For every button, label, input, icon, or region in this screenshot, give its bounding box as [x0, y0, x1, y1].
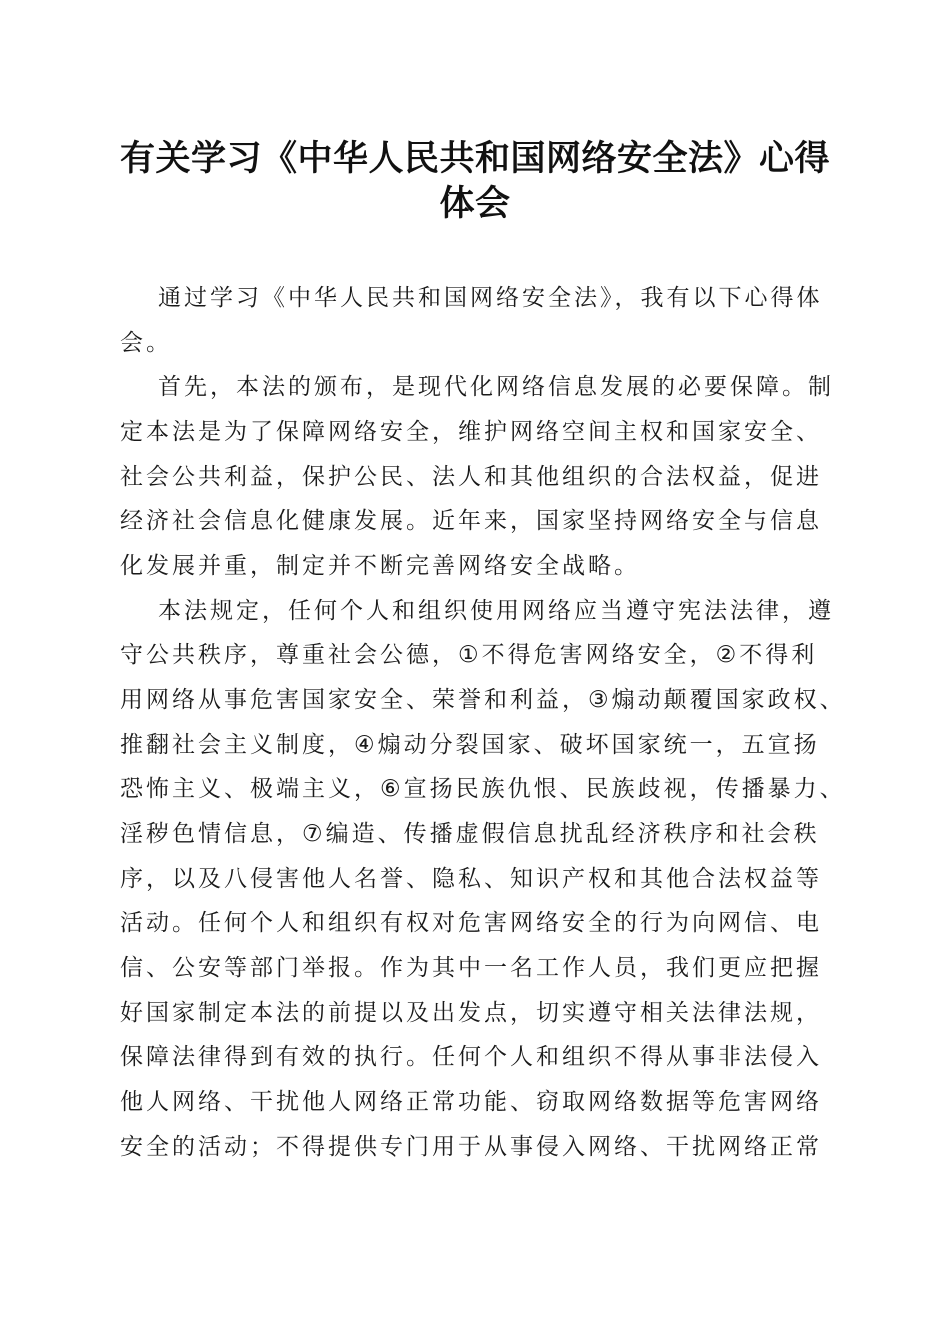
body-line: 推翻社会主义制度，④煽动分裂国家、破坏国家统一，五宣扬 [120, 732, 820, 758]
body-line: 化发展并重，制定并不断完善网络安全战略。 [120, 553, 640, 579]
body-line: 序，以及八侵害他人名誉、隐私、知识产权和其他合法权益等 [120, 866, 822, 892]
body-line: 经济社会信息化健康发展。近年来，国家坚持网络安全与信息 [120, 508, 822, 534]
body-line: 通过学习《中华人民共和国网络安全法》，我有以下心得体 [158, 285, 823, 311]
title-line-2: 体会 [439, 183, 511, 224]
body-line: 淫秽色情信息，⑦编造、传播虚假信息扰乱经济秩序和社会秩 [120, 821, 820, 847]
body-line: 安全的活动；不得提供专门用于从事侵入网络、干扰网络正常 [120, 1134, 822, 1160]
body-line: 会。 [120, 330, 172, 356]
body-line: 保障法律得到有效的执行。任何个人和组织不得从事非法侵入 [120, 1044, 822, 1070]
body-line: 社会公共利益，保护公民、法人和其他组织的合法权益，促进 [120, 464, 822, 490]
body-line: 信、公安等部门举报。作为其中一名工作人员，我们更应把握 [120, 955, 822, 981]
body-line: 本法规定，任何个人和组织使用网络应当遵守宪法法律，遵 [158, 598, 834, 624]
body-line: 首先，本法的颁布，是现代化网络信息发展的必要保障。制 [158, 374, 834, 400]
body-line: 用网络从事危害国家安全、荣誉和利益，③煽动颠覆国家政权、 [120, 687, 846, 713]
body-line: 他人网络、干扰他人网络正常功能、窃取网络数据等危害网络 [120, 1089, 822, 1115]
body-line: 守公共秩序，尊重社会公德，①不得危害网络安全，②不得利 [120, 642, 818, 668]
body-line: 活动。任何个人和组织有权对危害网络安全的行为向网信、电 [120, 910, 822, 936]
body-line: 定本法是为了保障网络安全，维护网络空间主权和国家安全、 [120, 419, 822, 445]
title-line-1: 有关学习《中华人民共和国网络安全法》心得 [119, 138, 830, 179]
body-line: 恐怖主义、极端主义，⑥宣扬民族仇恨、民族歧视，传播暴力、 [120, 776, 846, 802]
document-title [110, 136, 840, 226]
body-line: 好国家制定本法的前提以及出发点，切实遵守相关法律法规， [120, 1000, 822, 1026]
